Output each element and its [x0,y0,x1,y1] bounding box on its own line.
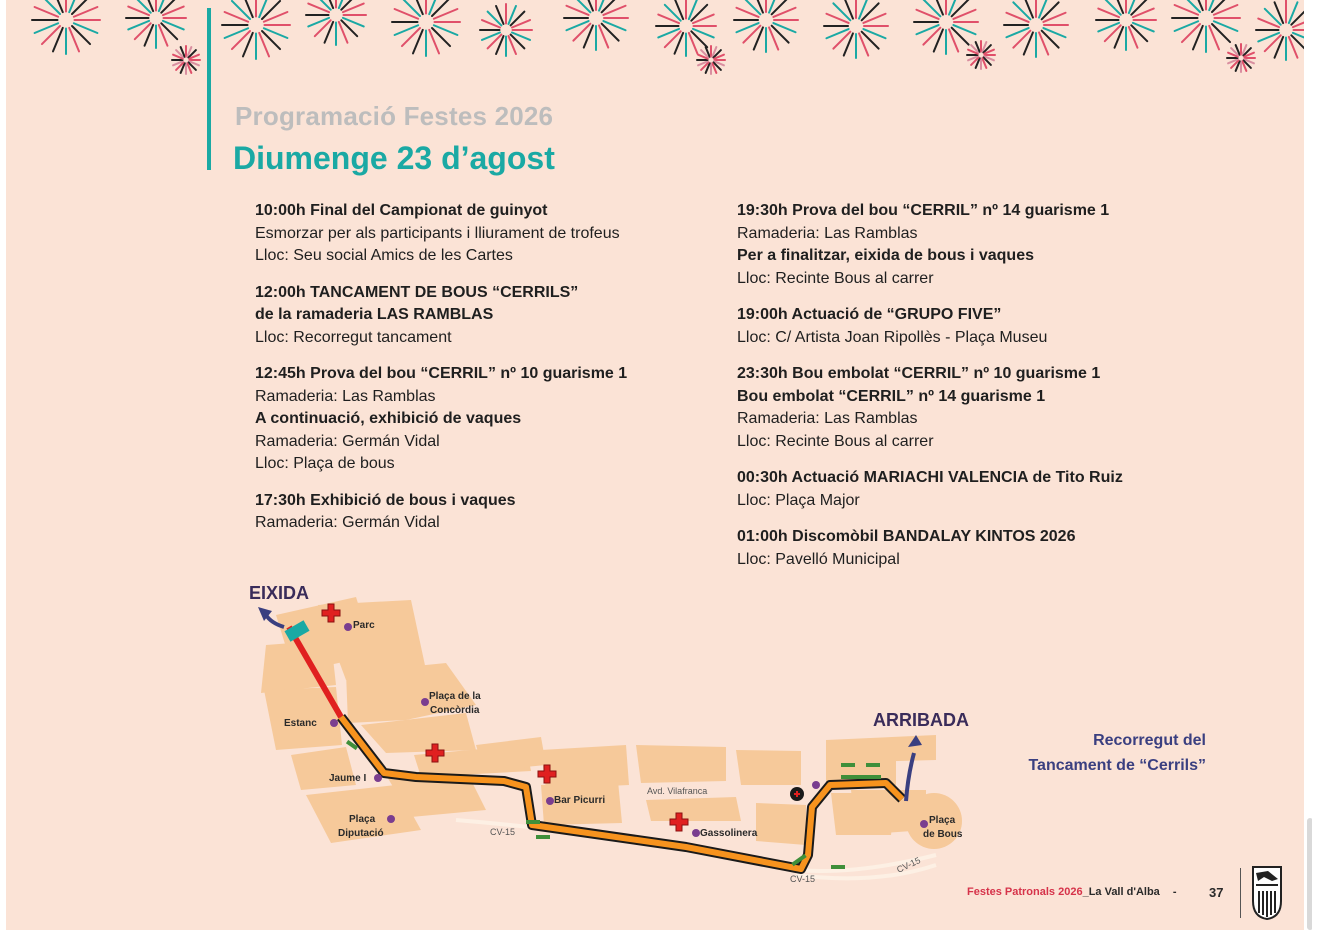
map-place-bar: Bar Picurri [554,795,606,806]
firework-burst [32,0,100,54]
barrier [841,775,881,779]
place-dot [330,719,338,727]
firework-burst [480,4,532,56]
event-detail: Lloc: Recinte Bous al carrer [737,432,934,450]
barrier [866,763,880,767]
block-mid-4 [636,745,726,783]
footer-event: Festes Patronals 2026 [967,886,1083,898]
firework-burst [824,0,888,58]
map-place-concordia-1: Plaça de la [429,691,481,702]
firework-burst [1004,0,1068,57]
event-heading: 00:30h Actuació MARIACHI VALENCIA de Tito Ruiz [737,469,1123,486]
map-street-vilafranca: Avd. Vilafranca [647,786,708,796]
map-street-cv15-3: CV-15 [895,855,922,875]
map-place-diputacio-2: Diputació [338,828,384,839]
event-detail: Lloc: Pavelló Municipal [737,550,900,568]
schedule-event [737,304,1207,349]
legend-line-2: Tancament de “Cerrils” [1028,757,1206,774]
footer-town: _La Vall d'Alba [1082,886,1160,898]
firework-burst [914,0,978,54]
page-edge [1304,0,1312,930]
event-detail: Ramaderia: Las Ramblas [737,410,918,427]
schedule-event [255,282,695,350]
page-number: 37 [1209,885,1224,900]
event-heading: 23:30h Bou embolat “CERRIL” nº 10 guarisme 1 [737,365,1101,382]
place-dot [344,623,352,631]
page [6,0,1312,930]
place-dot [387,815,395,823]
event-heading: de la ramaderia LAS RAMBLAS [255,306,494,323]
firework-burst [1172,0,1240,52]
event-detail: Ramaderia: Germán Vidal [255,514,440,531]
place-dot [421,698,429,706]
event-detail: Esmorzar per als participants i lliurament de trofeus [255,224,620,242]
map-place-bous-1: Plaça [929,815,956,826]
event-detail: Ramaderia: Las Ramblas [737,224,918,242]
town-crest-icon [1250,865,1284,921]
map-place-gasolinera: Gassolinera [700,828,758,839]
event-detail: Lloc: Recinte Bous al carrer [737,269,934,287]
event-heading: 01:00h Discomòbil BANDALAY KINTOS 2026 [737,528,1076,545]
map-place-bous-2: de Bous [923,829,963,840]
event-detail: Lloc: Seu social Amics de les Cartes [255,247,513,264]
schedule-event [255,490,695,535]
block-mid-2 [476,737,546,771]
scrollbar-thumb[interactable] [1307,818,1312,930]
map-street-cv15-1: CV-15 [490,827,516,837]
map-place-jaume: Jaume I [329,773,367,784]
event-detail: Ramaderia: Las Ramblas [255,387,436,405]
map-place-concordia-2: Concòrdia [430,705,480,716]
firework-burst [734,0,798,52]
map-legend [990,728,1206,778]
schedule-event [737,200,1207,290]
firework-burst [564,0,628,50]
event-detail: Lloc: Recorregut tancament [255,328,452,346]
event-heading: 12:00h TANCAMENT DE BOUS “CERRILS” [255,283,579,301]
firework-burst [656,0,716,56]
event-heading: Per a finalitzar, eixida de bous i vaques [737,247,1034,264]
firework-burst [1096,0,1156,50]
event-heading: 10:00h Final del Campionat de guinyot [255,202,548,219]
firework-burst [697,46,725,74]
map-blocks [261,597,962,849]
map-street-cv15-2: CV-15 [790,874,816,884]
barrier [536,835,550,839]
fireworks-decoration [6,0,1312,90]
firework-burst [222,0,290,59]
footer-separator: - [1172,886,1177,898]
page-supertitle: Programació Festes 2026 [235,101,554,131]
firework-burst [1227,44,1255,72]
schedule-right-column [737,200,1207,585]
place-dot [920,820,928,828]
event-detail: Lloc: Plaça de bous [255,455,395,472]
event-detail: Lloc: Plaça Major [737,491,860,509]
block-east-1 [646,797,741,821]
event-heading: 17:30h Exhibició de bous i vaques [255,491,516,509]
schedule-event [737,467,1207,512]
place-dot [692,829,700,837]
event-heading: 12:45h Prova del bou “CERRIL” nº 10 guarisme 1 [255,365,628,382]
event-heading: 19:00h Actuació de “GRUPO FIVE” [737,306,1002,323]
schedule-left-column [255,200,695,549]
page-title: Diumenge 23 d’agost [233,140,555,176]
event-detail: Ramaderia: Germán Vidal [255,432,440,450]
block-bous-1 [826,735,936,763]
title-accent-bar [207,8,211,170]
block-mid-5 [736,750,801,785]
place-dot [374,774,382,782]
barrier [526,820,540,824]
place-dot [546,797,554,805]
firework-burst [967,41,995,69]
legend-line-1: Recorregut del [1093,732,1206,749]
firework-burst [306,0,366,45]
firework-burst [392,0,460,56]
schedule-event [737,363,1207,453]
footer-divider [1240,868,1241,918]
schedule-event [255,200,695,268]
map-start-label: EIXIDA [249,583,310,603]
block-east-2 [756,803,806,845]
schedule-event [255,363,695,476]
event-detail: Lloc: C/ Artista Joan Ripollès - Plaça Museu [737,328,1048,346]
barrier [831,865,845,869]
event-heading: 19:30h Prova del bou “CERRIL” nº 14 guarisme 1 [737,202,1110,219]
schedule-event [737,526,1207,571]
event-heading: Bou embolat “CERRIL” nº 14 guarisme 1 [737,387,1046,405]
map-place-parc: Parc [353,620,375,631]
barrier [841,763,855,767]
map-end-label: ARRIBADA [873,710,969,730]
map-place-estanc: Estanc [284,718,317,729]
firework-burst [172,46,200,74]
firework-burst [126,0,186,48]
page-footer [967,886,1177,898]
event-heading: A continuació, exhibició de vaques [255,410,522,427]
place-dot [812,781,820,789]
map-place-diputacio-1: Plaça [349,814,376,825]
